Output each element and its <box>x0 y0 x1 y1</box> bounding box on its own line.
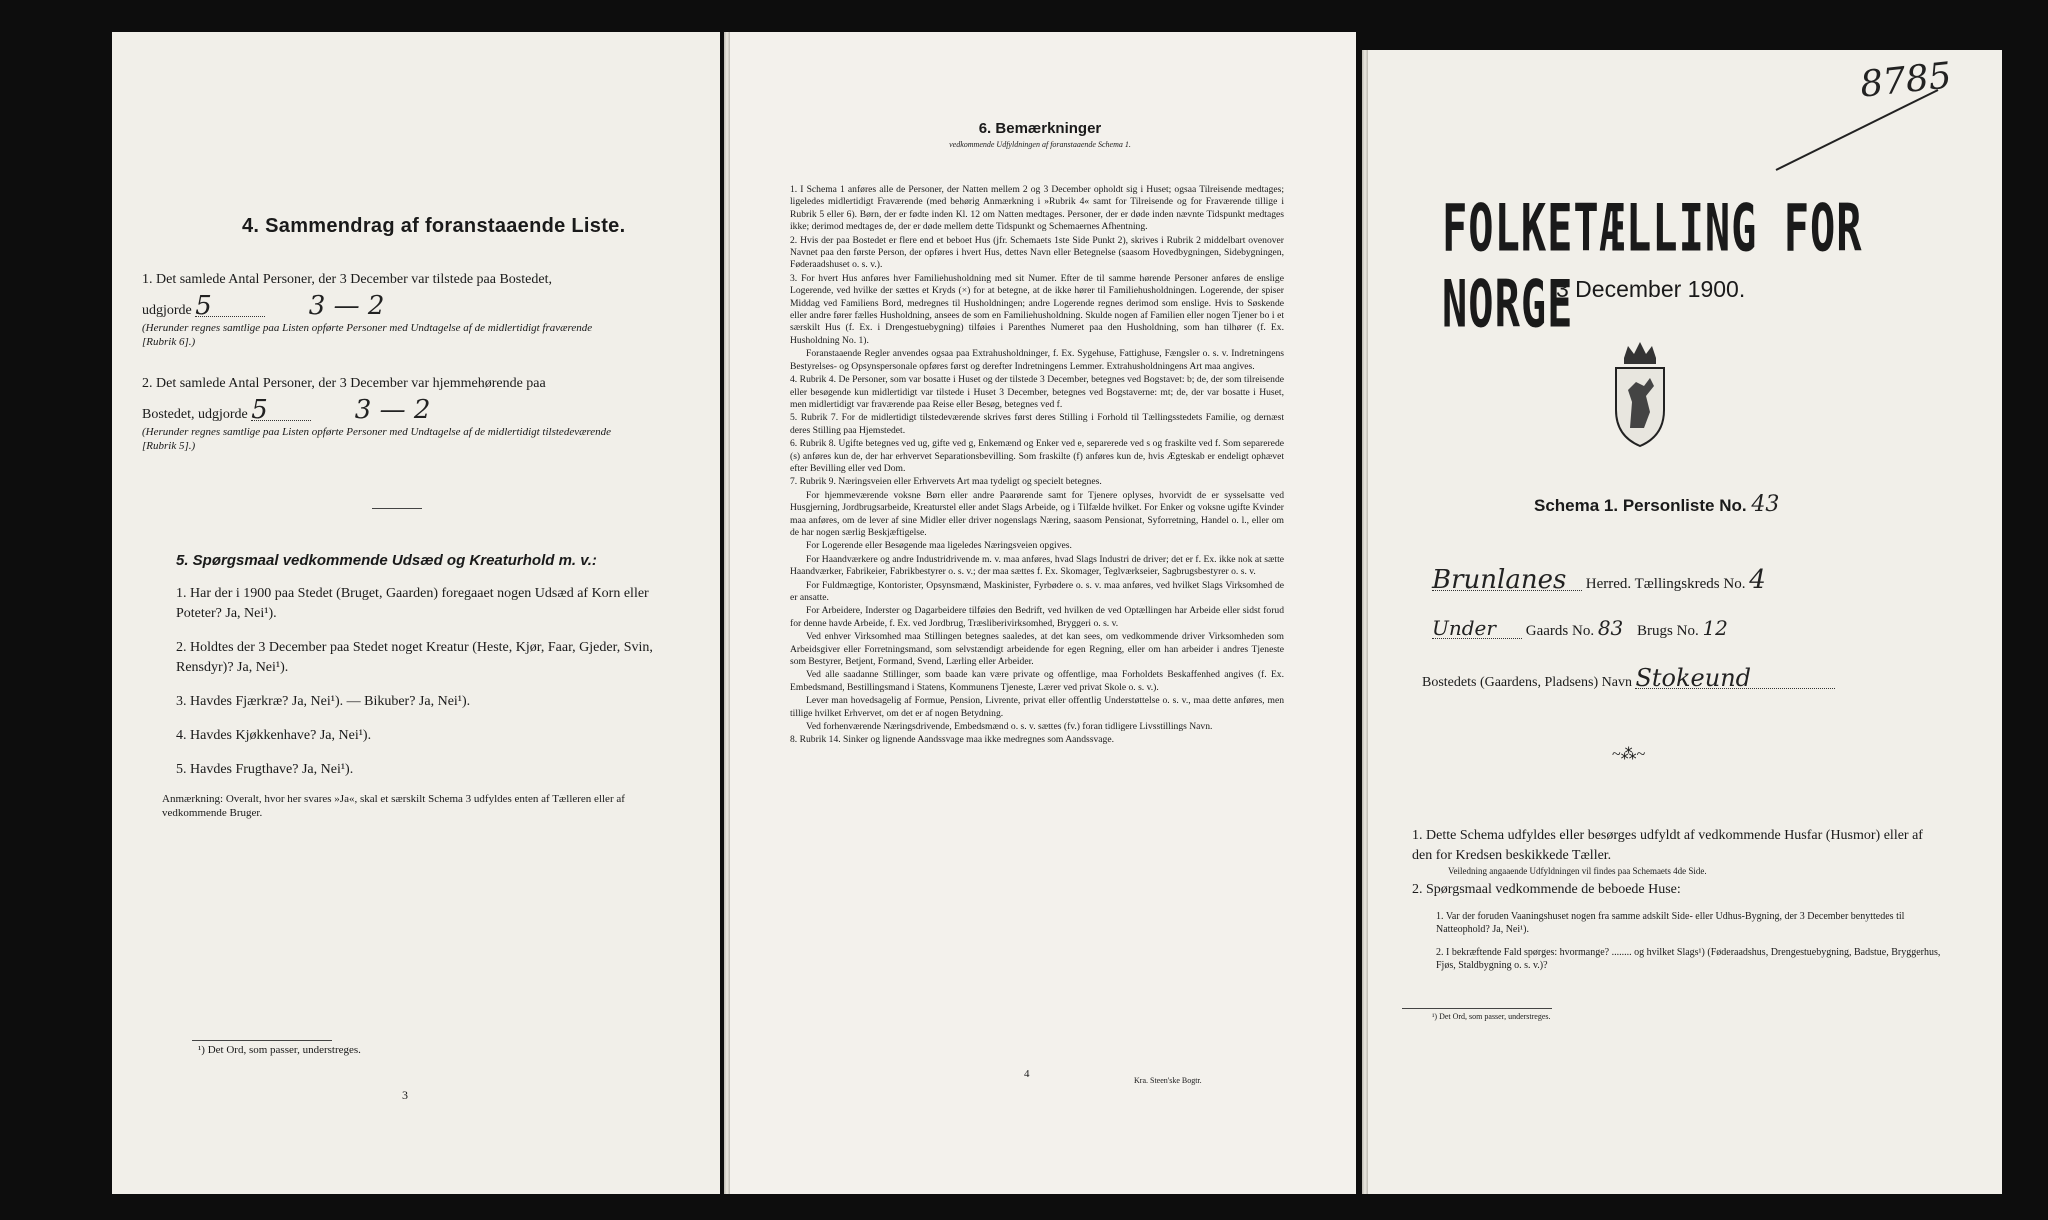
brugs-value: 12 <box>1702 616 1728 640</box>
ornament-icon: ~⁂~ <box>1612 746 1646 763</box>
remark-item: For Fuldmægtige, Kontorister, Opsynsmænd, Maskinister, Fyrbødere o. s. v. maa anføres, ved hvilket Slags Virksomhed de er ansatte. <box>790 579 1284 603</box>
remark-item: Foranstaaende Regler anvendes ogsaa paa Extrahusholdninger, f. Ex. Sygehuse, Fattighuse, Fængsler o. s. v. Indretningens Bestyrelses- og Opsynspersonale opføres først og derefter Indretningens Lemmer. Extrahusholdningens Art maa angives. <box>790 348 1284 372</box>
taellingskreds-value: 4 <box>1749 565 1766 595</box>
personliste-number: 43 <box>1751 492 1780 517</box>
remark-item: 8. Rubrik 14. Sinker og lignende Aandssvage maa ikke medregnes som Aandssvage. <box>790 734 1114 746</box>
remark-item: 1. I Schema 1 anføres alle de Personer, der Natten mellem 2 og 3 December opholdt sig i Huset; ogsaa Tilreisende medtages; ligeledes midlertidigt Fraværende (med behørig Anmærkning i »Rubrik 4« samt for Tilreisende og for Fraværende tillige i Rubrik 5 eller 6). Børn, der er fødte inden Kl. 12 om Natten medtages. Personer, der er døde inden nævnte Tidspunkt medtages ikke; derimod medtages de, der er døde mellem dette Tidspunkt og Schemaernes Afhentning. <box>790 184 1284 233</box>
coat-of-arms-icon <box>1610 340 1670 450</box>
summary-heading: 4. Sammendrag af foranstaaende Liste. <box>242 215 626 237</box>
right-page <box>1362 50 2002 1194</box>
archive-stroke <box>1772 84 1942 174</box>
remark-item: Lever man hovedsagelig af Formue, Pension, Livrente, privat eller offentlig Understøttelse o. s. v., maa dette anføres, men tillige hvilket Erhvervet, om det er af nogen Betydning. <box>790 695 1284 719</box>
gaards-value: 83 <box>1597 616 1624 640</box>
instruction-1-note: Veiledning angaaende Udfyldningen vil findes paa Schemaets 4de Side. <box>1448 866 1707 876</box>
question-item: 2. Holdtes der 3 December paa Stedet noget Kreatur (Heste, Kjør, Faar, Gjeder, Svin, Rensdyr)? Ja, Nei¹). <box>176 640 653 675</box>
remark-item: For Arbeidere, Inderster og Dagarbeidere tilføies den Bedrift, ved hvilken de ved Optællingen har Arbeide eller sidst forud for denne havde Arbeide, f. Ex. ved Jordbrug, Træsliberivirksomhed, Bryggeri o. s. v. <box>790 605 1284 629</box>
summary-item-2 <box>142 374 702 453</box>
summary-item-1-text: 1. Det samlede Antal Personer, der 3 December var tilstede paa Bostedet, <box>142 272 552 287</box>
footnote: ¹) Det Ord, som passer, understreges. <box>198 1044 361 1056</box>
remarks-heading: 6. Bemærkninger <box>978 120 1102 137</box>
remark-item: 3. For hvert Hus anføres hver Familiehusholdning med sit Numer. Efter de til samme hørende Personer anføres de enslige Logerende, ved hvilke der sættes et Kryds (×) for at betegne, at de ikke hører til Familiehusholdningen. Logerende, der spiser Middag ved Familiens Bord, medregnes til Husholdningen; andre Logerende regnes derimod som enslige. Hvis to Søskende eller andre fører fælles Husholdning, ansees de som en Familiehusholdning. Skulde nogen af Familien eller nogen Tjener bo i et særskilt Hus (f. Ex. i Drengestuebygning) tilføies i Parenthes Numeret paa den Husholdning, som han tilhører (f. Ex. Husholdning No. 1). <box>790 272 1284 346</box>
question-item: 3. Havdes Fjærkræ? Ja, Nei¹). — Bikuber? Ja, Nei¹). <box>176 694 471 709</box>
footnote-rule <box>192 1040 332 1041</box>
remark-item: For Logerende eller Besøgende maa ligeledes Næringsveien opgives. <box>806 540 1072 552</box>
questions-list <box>176 584 676 794</box>
gaards-line <box>1432 618 1992 641</box>
census-date: 3 December 1900. <box>1556 276 1746 302</box>
questions-heading: 5. Spørgsmaal vedkommende Udsæd og Kreaturhold m. v.: <box>176 552 597 569</box>
herred-value: Brunlanes <box>1432 570 1582 591</box>
bosted-value: Stokeund <box>1635 668 1835 689</box>
remark-item: 2. Hvis der paa Bostedet er flere end et beboet Hus (jfr. Schemaets 1ste Side Punkt 2), skrives i Rubrik 2 middelbart ovenover Navnet paa den første Person, der opføres i hvert Hus, dettes Navn eller Betegnelse (saasom Hovedbygningen, Sidebygningen, Føderaadshuset o. s. v.). <box>790 234 1284 271</box>
instruction-2: 2. Spørgsmaal vedkommende de beboede Huse: <box>1412 882 1681 897</box>
remarks-list <box>790 184 1284 748</box>
remark-item: Ved enhver Virksomhed maa Stillingen betegnes saaledes, at det kan sees, om vedkommende driver Virksomheden som Arbeidsgiver eller Forretningsmand, som selvstændigt arbeidende for egen Regning, eller om han arbeider i andres Tjeneste som Bestyrer, Betjent, Formand, Svend, Lærling eller Arbeider. <box>790 631 1284 668</box>
summary-item-2-breakdown: 3 — 2 <box>354 395 431 425</box>
remark-item: For hjemmeværende voksne Børn eller andre Paarørende samt for Tjenere oplyses, hvorvidt de er sysselsatte ved Husgjerning, Jordbrugsarbeide, Kreaturstel eller andet Slags Arbeide, og i Tilfælde hvilket. For Enker og voksne ugifte Kvinder maa anføres, om de lever af sine Midler eller driver nogenslags Næring, saasom Pensionat, Syforretning, Handel o. l., eller om de har nogen særlig Beskjæftigelse. <box>790 489 1284 538</box>
footnote-rule <box>1402 1008 1552 1009</box>
question-item: 5. Havdes Frugthave? Ja, Nei¹). <box>176 762 354 777</box>
archive-number: 8785 <box>1858 55 1954 106</box>
census-title: FOLKETÆLLING FOR NORGE <box>1442 190 1863 342</box>
summary-item-2-bostedet: Bostedet, udgjorde <box>142 407 248 422</box>
left-page <box>112 32 720 1194</box>
anmerkning: Anmærkning: Overalt, hvor her svares »Ja«, skal et særskilt Schema 3 udfyldes enten af Tælleren eller af vedkommende Bruger. <box>162 793 625 819</box>
bosted-label: Bostedets (Gaardens, Pladsens) Navn <box>1422 675 1632 690</box>
page-fold <box>1362 50 1368 1194</box>
footnote: ¹) Det Ord, som passer, understreges. <box>1432 1012 1551 1021</box>
question-item: 4. Havdes Kjøkkenhave? Ja, Nei¹). <box>176 728 372 743</box>
summary-item-1-udgjorde: udgjorde <box>142 303 192 318</box>
remark-item: 6. Rubrik 8. Ugifte betegnes ved ug, gifte ved g, Enkemænd og Enker ved e, separerede ved s og fraskilte ved f. Som separerede (s) anføres kun de, der har erhvervet Separationsbevilling. Som fraskilte (f) anføres kun de, hvis Ægteskab er endeligt ophævet efter Bevilling eller ved Dom. <box>790 438 1284 474</box>
summary-item-1-value: 5 <box>195 296 265 317</box>
remark-item: 5. Rubrik 7. For de midlertidigt tilstedeværende skrives først deres Stilling i Forhold til Tællingsstedets Familie, og dernæst deres Stilling paa Hjemstedet. <box>790 412 1284 436</box>
instructions <box>1412 826 1942 972</box>
instruction-1: 1. Dette Schema udfyldes eller besørges udfyldt af vedkommende Husfar (Husmor) eller af den for Kredsen beskikkede Tæller. <box>1412 828 1923 863</box>
middle-page <box>724 32 1356 1194</box>
remark-item: 7. Rubrik 9. Næringsveien eller Erhvervets Art maa tydeligt og specielt betegnes. <box>790 476 1102 488</box>
gaards-label: Gaards No. <box>1525 623 1595 639</box>
summary-item-2-note: (Herunder regnes samtlige paa Listen opførte Personer med Undtagelse af de midlertidigt tilstedeværende [Rubrik 5].) <box>142 426 612 452</box>
summary-item-1-breakdown: 3 — 2 <box>308 291 385 321</box>
summary-item-2-value: 5 <box>251 400 311 421</box>
herred-label: Herred. <box>1585 576 1632 592</box>
remark-item: Ved alle saadanne Stillinger, som baade kan være private og offentlige, maa Forholdets Beskaffenhed angives (f. Ex. Embedsmand, Bestillingsmand i Statens, Kommunens Tjeneste, Lærer ved privat Skole o. s. v.). <box>790 669 1284 693</box>
bosted-line <box>1422 664 1992 693</box>
page-number: 3 <box>402 1088 408 1102</box>
page-fold <box>724 32 730 1194</box>
question-item: 1. Har der i 1900 paa Stedet (Bruget, Gaarden) foregaaet nogen Udsæd af Korn eller Poteter? Ja, Nei¹). <box>176 586 649 621</box>
brugs-label: Brugs No. <box>1637 623 1699 639</box>
remark-item: 4. Rubrik 4. De Personer, som var bosatte i Huset og der tilstede 3 December, betegnes ved Bogstavet: b; de, der som tilreisende eller besøgende kun midlertidigt var tilstede i Huset 3 December, betegnes ved Bogstaverne: mt; de, der var bosatte i Huset, men midlertidigt var fraværende paa Reise eller Besøg, betegnes ved f. <box>790 374 1284 410</box>
summary-item-1-note: (Herunder regnes samtlige paa Listen opførte Personer med Undtagelse af de midlertidigt fraværende [Rubrik 6].) <box>142 322 593 348</box>
summary-item-2-text: 2. Det samlede Antal Personer, der 3 December var hjemmehørende paa <box>142 376 546 391</box>
instruction-2-2: 2. I bekræftende Fald spørges: hvormange? ........ og hvilket Slags¹) (Føderaadshus, Drengestuebygning, Badstue, Bryggerhus, Fjøs, Staldbygning o. s. v.)? <box>1436 947 1941 971</box>
schema-label: Schema 1. Personliste No. <box>1534 496 1747 515</box>
divider <box>372 508 422 509</box>
summary-item-1 <box>142 270 702 349</box>
instruction-2-1: 1. Var der foruden Vaaningshuset nogen fra samme adskilt Side- eller Udhus-Bygning, der 3 December benyttedes til Natteophold? Ja, Nei¹). <box>1436 911 1905 935</box>
herred-line <box>1432 565 1992 595</box>
remark-item: For Haandværkere og andre Industridrivende m. v. maa anføres, hvad Slags Industri de driver; det er f. Ex. ikke nok at sætte Haandværker, Fabrikeier, Fabrikbestyrer o. s. v.; der maa sættes f. Ex. Skomager, Teglværkseier, Sagbrugsbestyrer o. s. v. <box>790 553 1284 578</box>
taellingskreds-label: Tællingskreds No. <box>1634 576 1746 592</box>
under-value: Under <box>1432 618 1522 639</box>
remark-item: Ved forhenværende Næringsdrivende, Embedsmænd o. s. v. sættes (fv.) foran tidligere Livsstillings Navn. <box>806 721 1213 733</box>
schema-line <box>1534 492 1779 517</box>
printer-name: Kra. Steen'ske Bogtr. <box>1134 1076 1202 1085</box>
remarks-subheading: vedkommende Udfyldningen af foranstaaende Schema 1. <box>949 140 1131 149</box>
page-number: 4 <box>1024 1068 1030 1080</box>
